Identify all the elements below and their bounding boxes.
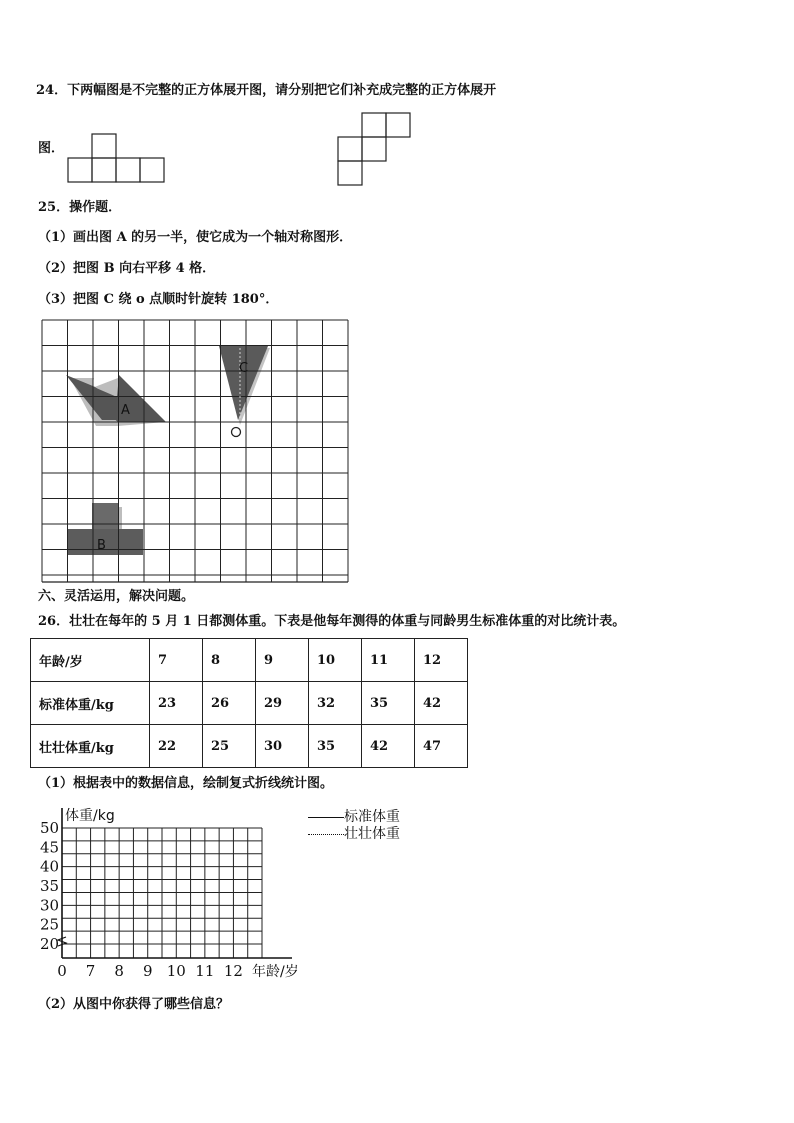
chart-axis-break <box>58 937 66 946</box>
shape-b-label: B <box>97 538 106 553</box>
q26-sub2: （2）从图中你获得了哪些信息？ <box>38 997 230 1012</box>
chart-y-tick-label: 35 <box>40 877 60 895</box>
q24-text: 下两幅图是不完整的正方体展开图，请分别把它们补充成完整的正方体展开 <box>67 83 497 98</box>
chart-x-tick-label: 0 <box>57 962 67 980</box>
table-cell: 9 <box>256 639 309 682</box>
shape-c-label: C <box>239 361 249 376</box>
table-cell: 29 <box>256 682 309 725</box>
table-cell: 8 <box>203 639 256 682</box>
section6-title: 六、灵活运用，解决问题。 <box>38 589 195 604</box>
table-header-cell: 年龄/岁 <box>31 639 150 682</box>
q25-item2: （2）把图 B 向右平移 4 格． <box>38 261 216 276</box>
q25-item1: （1）画出图 A 的另一半，使它成为一个轴对称图形． <box>38 230 353 245</box>
table-cell: 26 <box>203 682 256 725</box>
table-cell: 10 <box>309 639 362 682</box>
table-cell: 30 <box>256 725 309 768</box>
table-cell: 25 <box>203 725 256 768</box>
chart-y-tick-label: 40 <box>40 857 60 876</box>
q25-title: 25．操作题． <box>38 200 122 215</box>
chart-y-tick-label: 30 <box>40 896 60 915</box>
legend-dotted-line <box>308 834 344 835</box>
q24-number: 24． <box>36 83 68 98</box>
chart-y-tick-label: 45 <box>40 838 60 857</box>
table-cell: 35 <box>362 682 415 725</box>
legend-zhuangzhuang-label: 壮壮体重 <box>344 826 400 842</box>
table-cell: 42 <box>362 725 415 768</box>
chart-x-tick-label: 12 <box>223 962 243 980</box>
legend-standard-label: 标准体重 <box>344 809 400 825</box>
chart-x-tick-label: 10 <box>166 962 186 980</box>
q26-sub1: （1）根据表中的数据信息，绘制复式折线统计图。 <box>38 776 334 791</box>
table-cell: 47 <box>415 725 468 768</box>
chart-x-tick-label: 9 <box>142 962 153 980</box>
chart-y-label: 体重/kg <box>65 808 115 824</box>
chart-x-tick-label: 8 <box>114 962 124 980</box>
table-header-cell: 壮壮体重/kg <box>31 725 150 768</box>
chart-x-tick-label: 11 <box>195 962 215 980</box>
table-header-cell: 标准体重/kg <box>31 682 150 725</box>
chart-x-label: 年龄/岁 <box>252 964 299 980</box>
table-cell: 11 <box>362 639 415 682</box>
chart-x-tick-label: 7 <box>85 962 96 980</box>
table-cell: 23 <box>150 682 203 725</box>
table-cell: 42 <box>415 682 468 725</box>
q25-item3: （3）把图 C 绕 o 点顺时针旋转 180°． <box>38 292 279 307</box>
chart-y-tick-label: 25 <box>40 915 60 934</box>
shape-a-label: A <box>121 403 130 418</box>
table-cell: 12 <box>415 639 468 682</box>
q24-line2: 图． <box>38 141 65 156</box>
q26-text: 26．壮壮在每年的 5 月 1 日都测体重。下表是他每年测得的体重与同龄男生标准体重的对比统计表。 <box>38 614 626 629</box>
table-cell: 22 <box>150 725 203 768</box>
table-cell: 32 <box>309 682 362 725</box>
chart-y-tick-label: 50 <box>40 819 60 837</box>
table-cell: 35 <box>309 725 362 768</box>
legend-zhuangzhuang <box>308 823 400 843</box>
legend-solid-line <box>308 817 344 818</box>
table-cell: 7 <box>150 639 203 682</box>
chart-y-tick-label: 20 <box>40 935 60 953</box>
